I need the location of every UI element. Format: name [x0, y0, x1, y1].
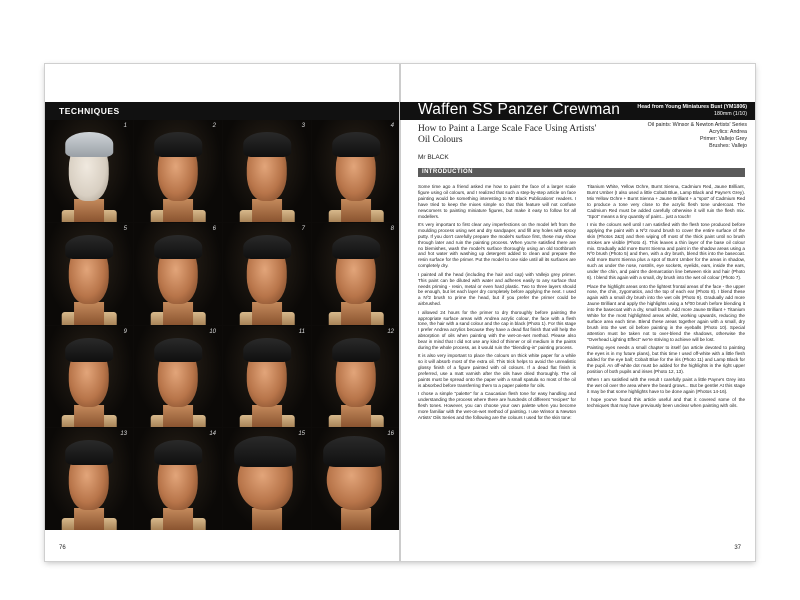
step-photo-12 — [312, 326, 400, 428]
page-number-left: 76 — [59, 545, 66, 551]
text-column-1 — [418, 184, 576, 423]
step-photo-10 — [134, 326, 222, 428]
step-photo-7 — [223, 223, 311, 325]
article-subtitle: How to Paint a Large Scale Face Using Artists' Oil Colours — [418, 124, 597, 145]
step-photo-5 — [45, 223, 133, 325]
model-name: Head from Young Miniatures Bust (YM1806) — [637, 104, 747, 110]
title-bar — [400, 102, 755, 120]
step-photo-3 — [223, 120, 311, 222]
section-heading: INTRODUCTION — [422, 169, 473, 175]
photo-number: 1 — [123, 123, 127, 129]
magazine-spread — [45, 64, 755, 561]
photo-number: 9 — [123, 328, 127, 335]
photo-number: 8 — [390, 225, 394, 232]
photo-number: 4 — [390, 123, 394, 129]
section-bar — [45, 102, 400, 120]
paragraph: It is also very important to place the colours on thick white paper for a while so it will absorb most of the extra oil. This trick helps to avoid the unrealistic glossy finish of a figure painted with oil colours. If a dead flat finish is preferred, use a matt varnish after the oils have dried thoroughly. The oil paints must be spread onto the paper with a small spatula so most of the oil is absorbed before transferring them to a paper palette for oils. — [418, 353, 576, 388]
step-photo-8 — [312, 223, 400, 325]
photo-number: 6 — [212, 225, 216, 232]
photo-number: 13 — [120, 431, 127, 438]
text-column-2 — [587, 184, 745, 412]
photo-number: 7 — [301, 225, 305, 232]
step-photo-4 — [312, 120, 400, 222]
materials-brushes: Brushes: Vallejo — [709, 143, 747, 149]
step-photo-13 — [45, 428, 133, 530]
photo-number: 2 — [212, 123, 216, 129]
photo-number: 3 — [301, 123, 305, 129]
model-info — [637, 104, 747, 118]
step-photo-11 — [223, 326, 311, 428]
section-label: TECHNIQUES — [59, 106, 120, 116]
photo-grid — [45, 120, 400, 530]
paragraph: Painting eyes needs a small chapter to itself (an article devoted to painting the eyes is in my future plans), but this time I used off-white with a little flesh added for the eye ball; Cobalt Blue for the iris (Photo 11) and Lamp Black for the pupil. An off-white dot must be added for the highlights in the right upper position of both pupils and irises (Photo 12, 13). — [587, 345, 745, 374]
photo-number: 15 — [298, 431, 305, 438]
photo-number: 5 — [123, 225, 127, 232]
materials-primer: Primer: Vallejo Grey — [700, 136, 747, 142]
step-photo-6 — [134, 223, 222, 325]
photo-number: 12 — [387, 328, 394, 335]
step-photo-1 — [45, 120, 133, 222]
photo-number: 14 — [209, 431, 216, 438]
paragraph: Some time ago a friend asked me how to paint the face of a larger scale figure using oil colours, and I realized that such a step-by-step article on face painting would be something interesting to Mr Black Publications' readers. I have tried to keep the mixes simple so that this feature will not confuse newcomers to painting miniature figures, but make it easy to follow for all modellers. — [418, 184, 576, 219]
step-photo-15 — [223, 428, 311, 530]
article-author: Mr BLACK — [418, 154, 449, 161]
paragraph: I chose a simple "palette" for a Caucasian flesh tone for easy handling and understanding the process where there are hundreds of different "recipes" for flesh tones. However, you can choose your own palette when you become more familiar with the wet-on-wet method of painting. I use Winsor & Newton Artists' Oils Series and the following are the colours I used for the skin tone: — [418, 391, 576, 421]
paragraph: Place the highlight areas onto the lightest frontal areas of the face - the upper nose, the chin, zygomatics, and the top of each ear (Photo 8). I blend these again with a small dry brush into the wet oils (Photo 9). Gradually add more Jaune Brilliant and apply the highlights using a Nº00 brush before blending it into the basecoat with a dry, small brush. Add more Jaune Brilliant + Titanium White for the most highlighted areas whilst, working upwards, reducing the surface area each time. Blend these areas together again with a small, dry brush into the wet oil before painting in the eyeballs (Photo 10). Special attention must be taken not to over-blend the shadows, otherwise the "Overhead Lighting Effect" we're striving to achieve will be lost. — [587, 283, 745, 342]
photo-number: 16 — [387, 431, 394, 438]
photo-number: 10 — [209, 328, 216, 335]
paragraph: I mix the colours well until I am satisfied with the flesh tone produced before applying the paint with a Nº2 round brush to cover the entire surface of the skin (Photos 2&3) and then wiping off most of the thick paint until no brush strokes are visible (Photo 4). This leaves a thin layer of the base oil colour mix. Gradually add more Burnt Sienna and paint in the shadow areas using a Nº0 brush (Photo 5) and then, with a dry brush, blend this into the basecoat. Add more Burnt Sienna plus a spot of Burnt Umber for the areas in shadow, such as under the nose, nostrils, eye sockets, eyelids, ears, inside the ears, under the chin, and paint the demarcation line between skin and hair (Photo 6). I blend this again with a small, dry brush into the wet oil colour (Photo 7). — [587, 221, 745, 281]
paragraph: When I am satisfied with the result I carefully paint a little Payne's Grey into the wet oil over the area where the beard grows... But be gentle! At this stage it may be that some highlights have to be done again (Photos 14-16). — [587, 377, 745, 394]
step-photo-16 — [312, 428, 400, 530]
step-photo-14 — [134, 428, 222, 530]
right-page — [400, 64, 755, 561]
materials-list — [648, 122, 747, 150]
left-page — [45, 64, 400, 561]
paragraph: I allowed 24 hours for the primer to dry thoroughly before painting the appropriate surface areas with Andrea acrylic colour, the face with a flesh tone, the hair with a sand colour and the cap in black (Photo 1). For this stage I prefer Andrea acrylics because they have a dead flat finish that will help the absorption of oils when painting with the wet-on-wet method. Please also bear in mind that I did not use any kind of thinner or oil medium in the paints during the whole process, as it would ruin the "blending-in" painting process. — [418, 309, 576, 351]
article-title: Waffen SS Panzer Crewman — [418, 101, 621, 118]
model-scale: 180mm (1/10) — [714, 111, 747, 117]
paragraph: Titanium White, Yellow Ochre, Burnt Sienna, Cadmium Red, Jaune Brilliant, Burnt Umber (I also used a little Cobalt Blue, Lamp Black and Payne's Grey). Mix Yellow Ochre + Burnt Sienna + Jaune Brilliant + a "spot" of Cadmium Red to produce a tone very close to the acrylic flesh tone undercoat. The Cadmium Red must be added carefully otherwise it will ruin the flesh mix. "Spot" means a tiny quantity of paint... just a touch! — [587, 184, 745, 219]
step-photo-2 — [134, 120, 222, 222]
step-photo-9 — [45, 326, 133, 428]
materials-oils: Oil paints: Winsor & Newton Artists' Series — [647, 122, 747, 128]
section-heading-bar — [418, 168, 745, 177]
photo-number: 11 — [298, 328, 305, 335]
materials-acrylics: Acrylics: Andrea — [709, 129, 747, 135]
paragraph: It's very important to first clear any imperfections on the model left from the moulding process using wet and dry sandpaper, and fill any holes with epoxy putty. If you don't carefully prepare the model's surface first, these may show through later and ruin the painting process. When you're satisfied there are no blemishes, wash the model's surface thoroughly using an old toothbrush and hot water with washing up detergent added to clean and prepare the resin surface for the primer. Put the model to one side until all its surfaces are completely dry. — [418, 221, 576, 269]
paragraph: I painted all the head (including the hair and cap) with Vallejo grey primer. This paint can be diluted with water and adheres easily to any surface that needs priming - resin, metal or even hard plastic. Two to three layers should be enough, but let each layer dry completely before applying the next. I used a Nº2 brush to prime the head, but if you prefer the primer could be airbrushed. — [418, 271, 576, 307]
paragraph: I hope you've found this article useful and that it covered some of the techniques that may have previously been unclear when painting with oils. — [587, 397, 745, 409]
page-number-right: 37 — [734, 545, 741, 551]
